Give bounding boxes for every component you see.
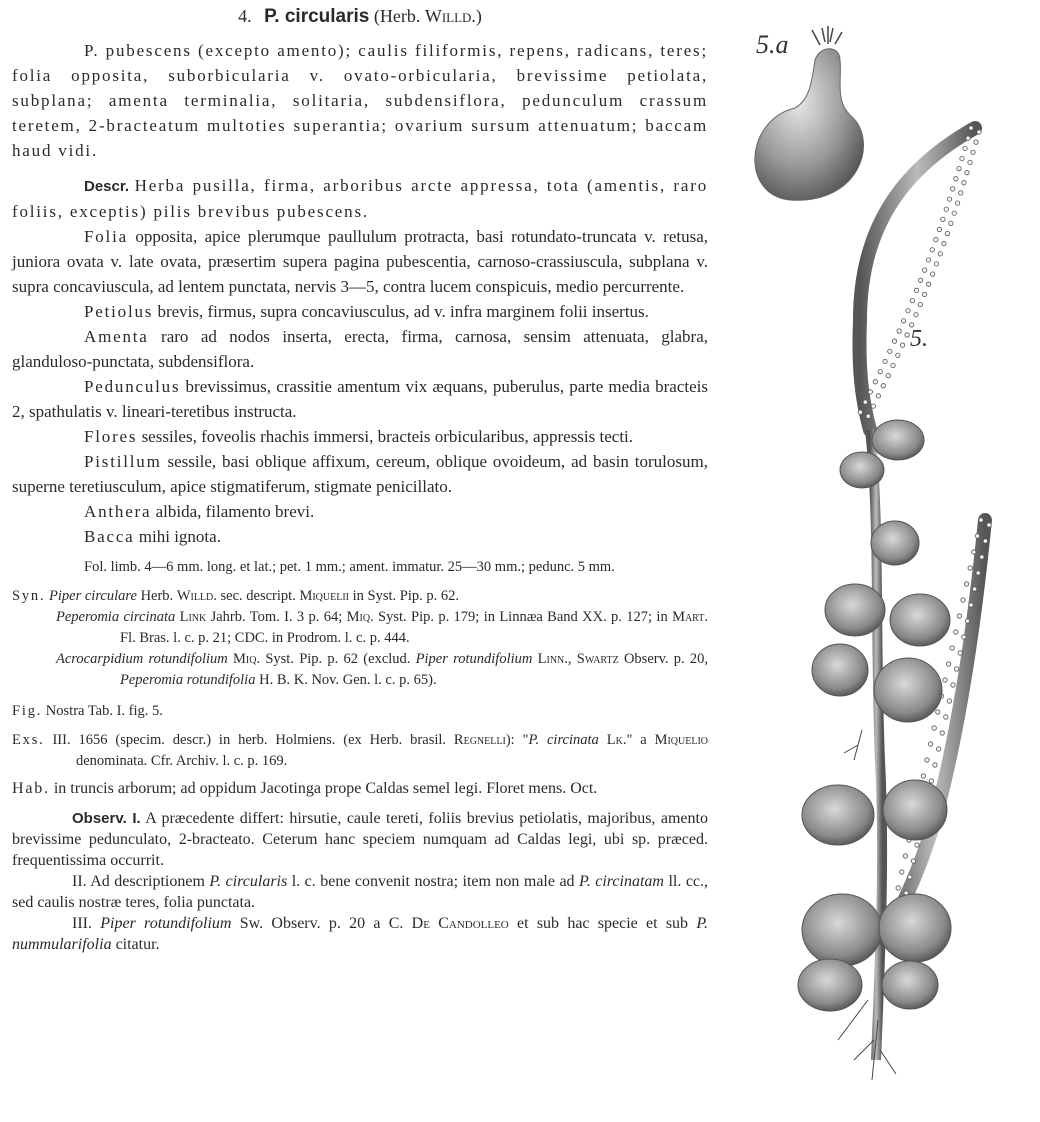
flower-dot [881,384,885,388]
flower-dot [921,774,925,778]
flower-dot [868,390,872,394]
flower-dot [938,252,942,256]
flower-dot [926,282,930,286]
descr-item: Folia opposita, apice plerumque paullulum protracta, basi rotundato-truncata v. retusa, juniora ovata v. late ovata, præsertim supera pagina pubescentia, carnoso-crassiuscula, subplana v. supra concaviuscula, ad lentem punctata, nervis 3—5, contra lucem conspicuis, medio percurrente. [12,227,708,296]
flower-dot [958,651,962,655]
leaf [825,584,885,636]
leaf [840,452,884,488]
flower-dot [930,248,934,252]
flower-dot [971,150,975,154]
flower-dot [936,747,940,751]
flower-dot [954,667,958,671]
flower-dot [933,763,937,767]
flower-dot [922,292,926,296]
flower-dot [954,630,958,634]
leaf [872,420,924,460]
leaf [798,959,862,1011]
leaf [883,780,947,840]
flower-dot [965,170,969,174]
flower-dot [910,298,914,302]
descr-item: Petiolus brevis, firmus, supra concaviusculus, ad v. infra marginem folii insertus. [84,302,649,321]
flower-dot [930,272,934,276]
flower-dot [979,518,983,522]
flower-dot [972,550,976,554]
flower-dot [942,241,946,245]
flower-dot [905,333,909,337]
leaf [812,644,868,696]
flower-dot [946,662,950,666]
leaf [890,594,950,646]
flower-dot [876,394,880,398]
flower-dot [892,339,896,343]
measurements: Fol. limb. 4—6 mm. long. et lat.; pet. 1 mm.; ament. immatur. 25—30 mm.; pedunc. 5 mm. [84,559,615,575]
flower-dot [972,587,976,591]
flower-dot [911,859,915,863]
species-number: 4. [238,6,252,26]
flower-dot [955,201,959,205]
flower-dot [965,619,969,623]
flower-dot [934,262,938,266]
flower-dot [969,603,973,607]
flower-dot [951,683,955,687]
flower-dot [950,646,954,650]
descr-item: Amenta raro ad nodos inserta, erecta, firma, carnosa, sensim attenuata, glabra, glanduloso-punctata, subdensiflora. [12,327,708,371]
flower-dot [957,166,961,170]
observ-iii: III. Piper rotundifolium Sw. Observ. p. 20 a C. De Candolleo et sub hac specie et sub P. nummularifolia citatur. [12,915,709,953]
flower-dot [951,187,955,191]
leaf [879,894,951,962]
leaf [802,785,874,845]
flower-dot [969,126,973,130]
flower-dot [937,227,941,231]
habitat: Hab. in truncis arborum; ad oppidum Jacotinga prope Caldas semel legi. Floret mens. Oct. [12,780,598,797]
flower-dot [914,313,918,317]
flower-dot [936,710,940,714]
figure-label-5: 5. [910,326,928,352]
flower-dot [962,635,966,639]
flower-dot [903,854,907,858]
flower-dot [915,843,919,847]
descr-item: Anthera albida, filamento brevi. [84,502,315,521]
descr-item: Pistillum sessile, basi oblique affixum, cereum, oblique ovoideum, ad basin torulosum, superne teretiusculum, apice stigmatiferum, stigmate penicillato. [12,452,708,496]
flower-dot [960,156,964,160]
flower-dot [941,217,945,221]
flower-dot [928,742,932,746]
flower-dot [964,582,968,586]
flower-dot [959,191,963,195]
flower-dot [873,380,877,384]
flower-dot [977,130,981,134]
flower-dot [932,726,936,730]
flower-dot [914,288,918,292]
flower-dot [900,343,904,347]
flower-dot [888,349,892,353]
descr-item: Flores sessiles, foveolis rhachis immersi, bracteis orbicularibus, appressis tecti. [84,427,634,446]
syn-line-2: Peperomia circinata Link Jahrb. Tom. I. 3 p. 64; Miq. Syst. Pip. p. 179; in Linnæa Band XX. p. 127; in Mart. Fl. Bras. l. c. p. 21; CDC. in Prodrom. l. c. p. 444. [56,609,708,646]
flower-dot [944,207,948,211]
flower-dot [947,699,951,703]
leaf [871,521,919,565]
flower-dot [974,140,978,144]
figure-label-5a: 5.a [756,30,789,59]
flower-dot [968,566,972,570]
flower-dot [954,177,958,181]
diagnosis: P. pubescens (excepto amento); caulis filiformis, repens, radicans, teres; folia opposita, suborbicularia v. ovato-orbicularia, brevissime petiolata, subplana; amenta terminalia, solitaria, subdensiflora, pedunculum crassum teretem, 2-bracteatum multoties superantia; ovarium sursum attenuatum; baccam haud vidi. [12,41,708,160]
flower-dot [968,160,972,164]
flower-dot [934,237,938,241]
flower-dot [906,309,910,313]
flower-dot [908,875,912,879]
flower-dot [943,678,947,682]
flower-dot [900,870,904,874]
flower-dot [918,302,922,306]
flower-dot [891,363,895,367]
flower-dot [944,715,948,719]
observ-ii: II. Ad descriptionem P. circularis l. c. bene convenit nostra; item non male ad P. circinatam ll. cc., sed caulis nostræ teres, folia punctata. [12,873,709,911]
flower-dot [858,410,862,414]
descr-label: Descr. [84,178,130,195]
flower-dot [901,319,905,323]
flower-dot [952,211,956,215]
flower-dot [949,221,953,225]
flower-dot [929,779,933,783]
flower-dot [983,539,987,543]
flower-dot [940,731,944,735]
descr-item: Pedunculus brevissimus, crassitie amentum vix æquans, puberulus, parte media bracteis 2, spathulatis v. lineari-teretibus instructa. [12,377,708,421]
flower-dot [897,329,901,333]
flower-dot [962,181,966,185]
flower-dot [866,414,870,418]
flower-dot [886,373,890,377]
flower-dot [945,231,949,235]
syn-line-1: Syn. Piper circulare Herb. Willd. sec. descript. Miquelii in Syst. Pip. p. 62. [12,588,459,604]
flower-dot [871,404,875,408]
flower-dot [926,258,930,262]
flower-dot [878,369,882,373]
syn-line-3: Acrocarpidium rotundifolium Miq. Syst. Pip. p. 62 (exclud. Piper rotundifolium Linn., Swartz Observ. p. 20, Peperomia rotundifolia H. B. K. Nov. Gen. l. c. p. 65). [56,651,709,688]
flower-dot [976,571,980,575]
leaf [802,894,882,966]
flower-dot [922,268,926,272]
flower-dot [896,353,900,357]
flower-dot [918,278,922,282]
flower-dot [957,614,961,618]
flower-dot [987,523,991,527]
fig-ref: Fig. Nostra Tab. I. fig. 5. [12,703,163,719]
flower-dot [961,598,965,602]
observ-i: Observ. I. A præcedente differt: hirsutie, caule tereti, foliis brevius petiolatis, majoribus, amento brevissime pedunculato, 2-bracteato. Ceterum hanc speciem numquam ad Caldas legi, ubi sp. præced. frequentissima occurrit. [12,810,708,869]
flower-dot [947,197,951,201]
descr-item: Bacca mihi ignota. [84,527,221,546]
flower-dot [896,886,900,890]
leaf [882,961,938,1009]
flower-dot [980,555,984,559]
species-name: P. circularis [264,6,370,27]
flower-dot [966,136,970,140]
plant-drawing [798,126,991,1080]
flower-dot [963,146,967,150]
species-authority: (Herb. Willd.) [373,6,482,26]
flower-dot [883,359,887,363]
exsiccatae: Exs. III. 1656 (specim. descr.) in herb. Holmiens. (ex Herb. brasil. Regnelli): "P. circinata Lk." a Miquelio denominata. Cfr. Archiv. l. c. p. 169. [12,732,709,769]
flower-dot [863,400,867,404]
leaf [874,658,942,722]
flower-dot [925,758,929,762]
flower-dot [975,534,979,538]
descr-text: Herba pusilla, firma, arboribus arcte appressa, tota (amentis, raro foliis, exceptis) pilis brevibus pubescens. [12,176,708,221]
